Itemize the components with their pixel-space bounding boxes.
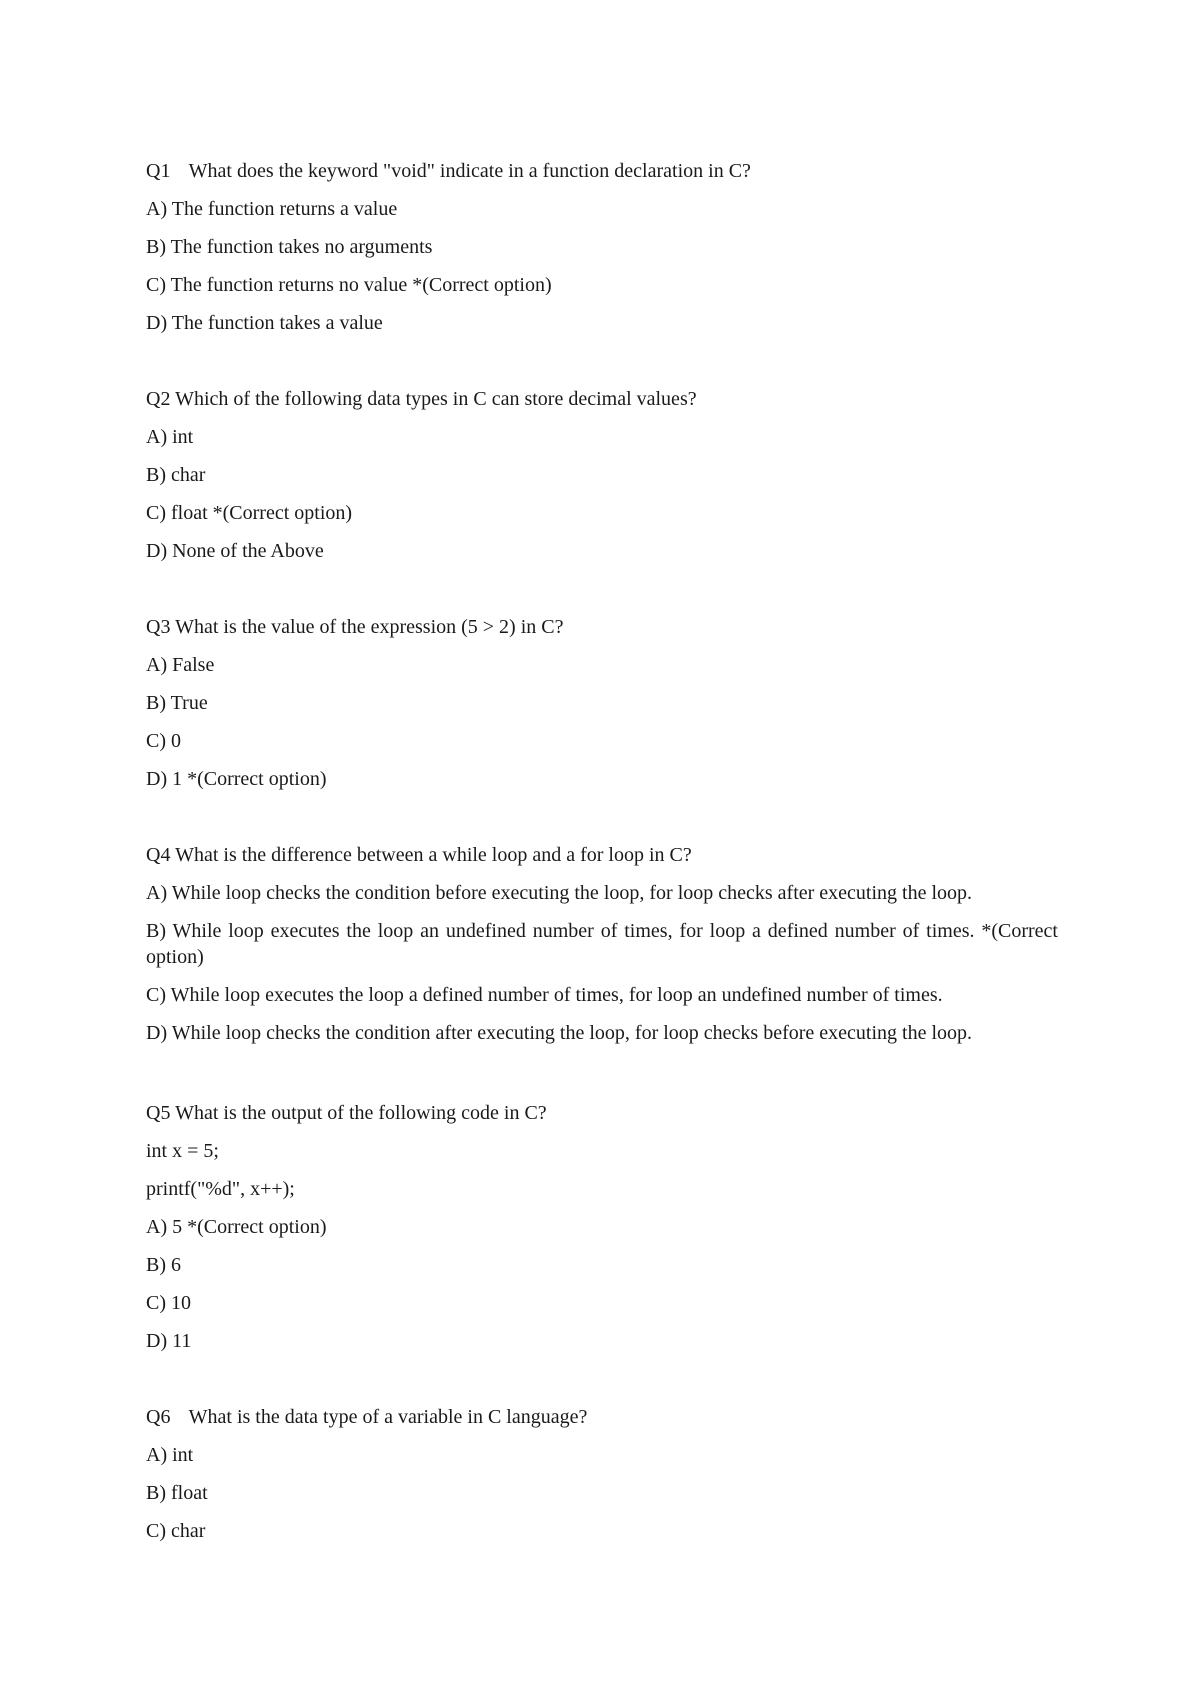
option-4a: A) While loop checks the condition before executing the loop, for loop checks after executing the loop. [146, 882, 973, 904]
question-text: What is the data type of a variable in C language? [188, 1406, 588, 1428]
option-3a: A) False [146, 654, 215, 676]
option-4c: C) While loop executes the loop a defined number of times, for loop an undefined number of times. [146, 984, 943, 1006]
question-text: What is the difference between a while loop and a for loop in C? [175, 844, 692, 866]
question-number: Q5 [146, 1102, 171, 1124]
option-4b: B) While loop executes the loop an undefined number of times, for loop a defined number of times. *(Correct option) [146, 920, 1058, 968]
option-6c: C) char [146, 1520, 206, 1542]
option-1c: C) The function returns no value *(Correct option) [146, 274, 552, 296]
option-3b: B) True [146, 692, 208, 714]
question-6-title [146, 1404, 587, 1430]
question-3-title [146, 614, 564, 640]
option-5b: B) 6 [146, 1254, 181, 1276]
option-4d: D) While loop checks the condition after executing the loop, for loop checks before executing the loop. [146, 1022, 973, 1044]
question-1-title [146, 158, 751, 184]
option-1b: B) The function takes no arguments [146, 236, 433, 258]
option-3c: C) 0 [146, 730, 181, 752]
option-6b: B) float [146, 1482, 208, 1504]
option-2b: B) char [146, 464, 206, 486]
option-1a: A) The function returns a value [146, 198, 398, 220]
code-line-1: int x = 5; [146, 1140, 219, 1162]
question-text: Which of the following data types in C can store decimal values? [175, 388, 697, 410]
question-4-title [146, 842, 692, 868]
option-2d: D) None of the Above [146, 540, 324, 562]
question-text: What is the value of the expression (5 > 2) in C? [175, 616, 564, 638]
option-5a: A) 5 *(Correct option) [146, 1216, 327, 1238]
option-6a: A) int [146, 1444, 194, 1466]
question-number: Q2 [146, 388, 171, 410]
option-5c: C) 10 [146, 1292, 191, 1314]
option-5d: D) 11 [146, 1330, 192, 1352]
question-number: Q3 [146, 616, 171, 638]
question-text: What does the keyword "void" indicate in a function declaration in C? [188, 160, 751, 182]
question-number: Q6 [146, 1406, 171, 1428]
question-text: What is the output of the following code in C? [175, 1102, 547, 1124]
code-line-2: printf("%d", x++); [146, 1178, 295, 1200]
question-number: Q4 [146, 844, 171, 866]
option-1d: D) The function takes a value [146, 312, 383, 334]
question-5-title [146, 1100, 547, 1126]
option-2a: A) int [146, 426, 194, 448]
question-2-title [146, 386, 697, 412]
question-number: Q1 [146, 160, 171, 182]
option-3d: D) 1 *(Correct option) [146, 768, 327, 790]
option-2c: C) float *(Correct option) [146, 502, 353, 524]
